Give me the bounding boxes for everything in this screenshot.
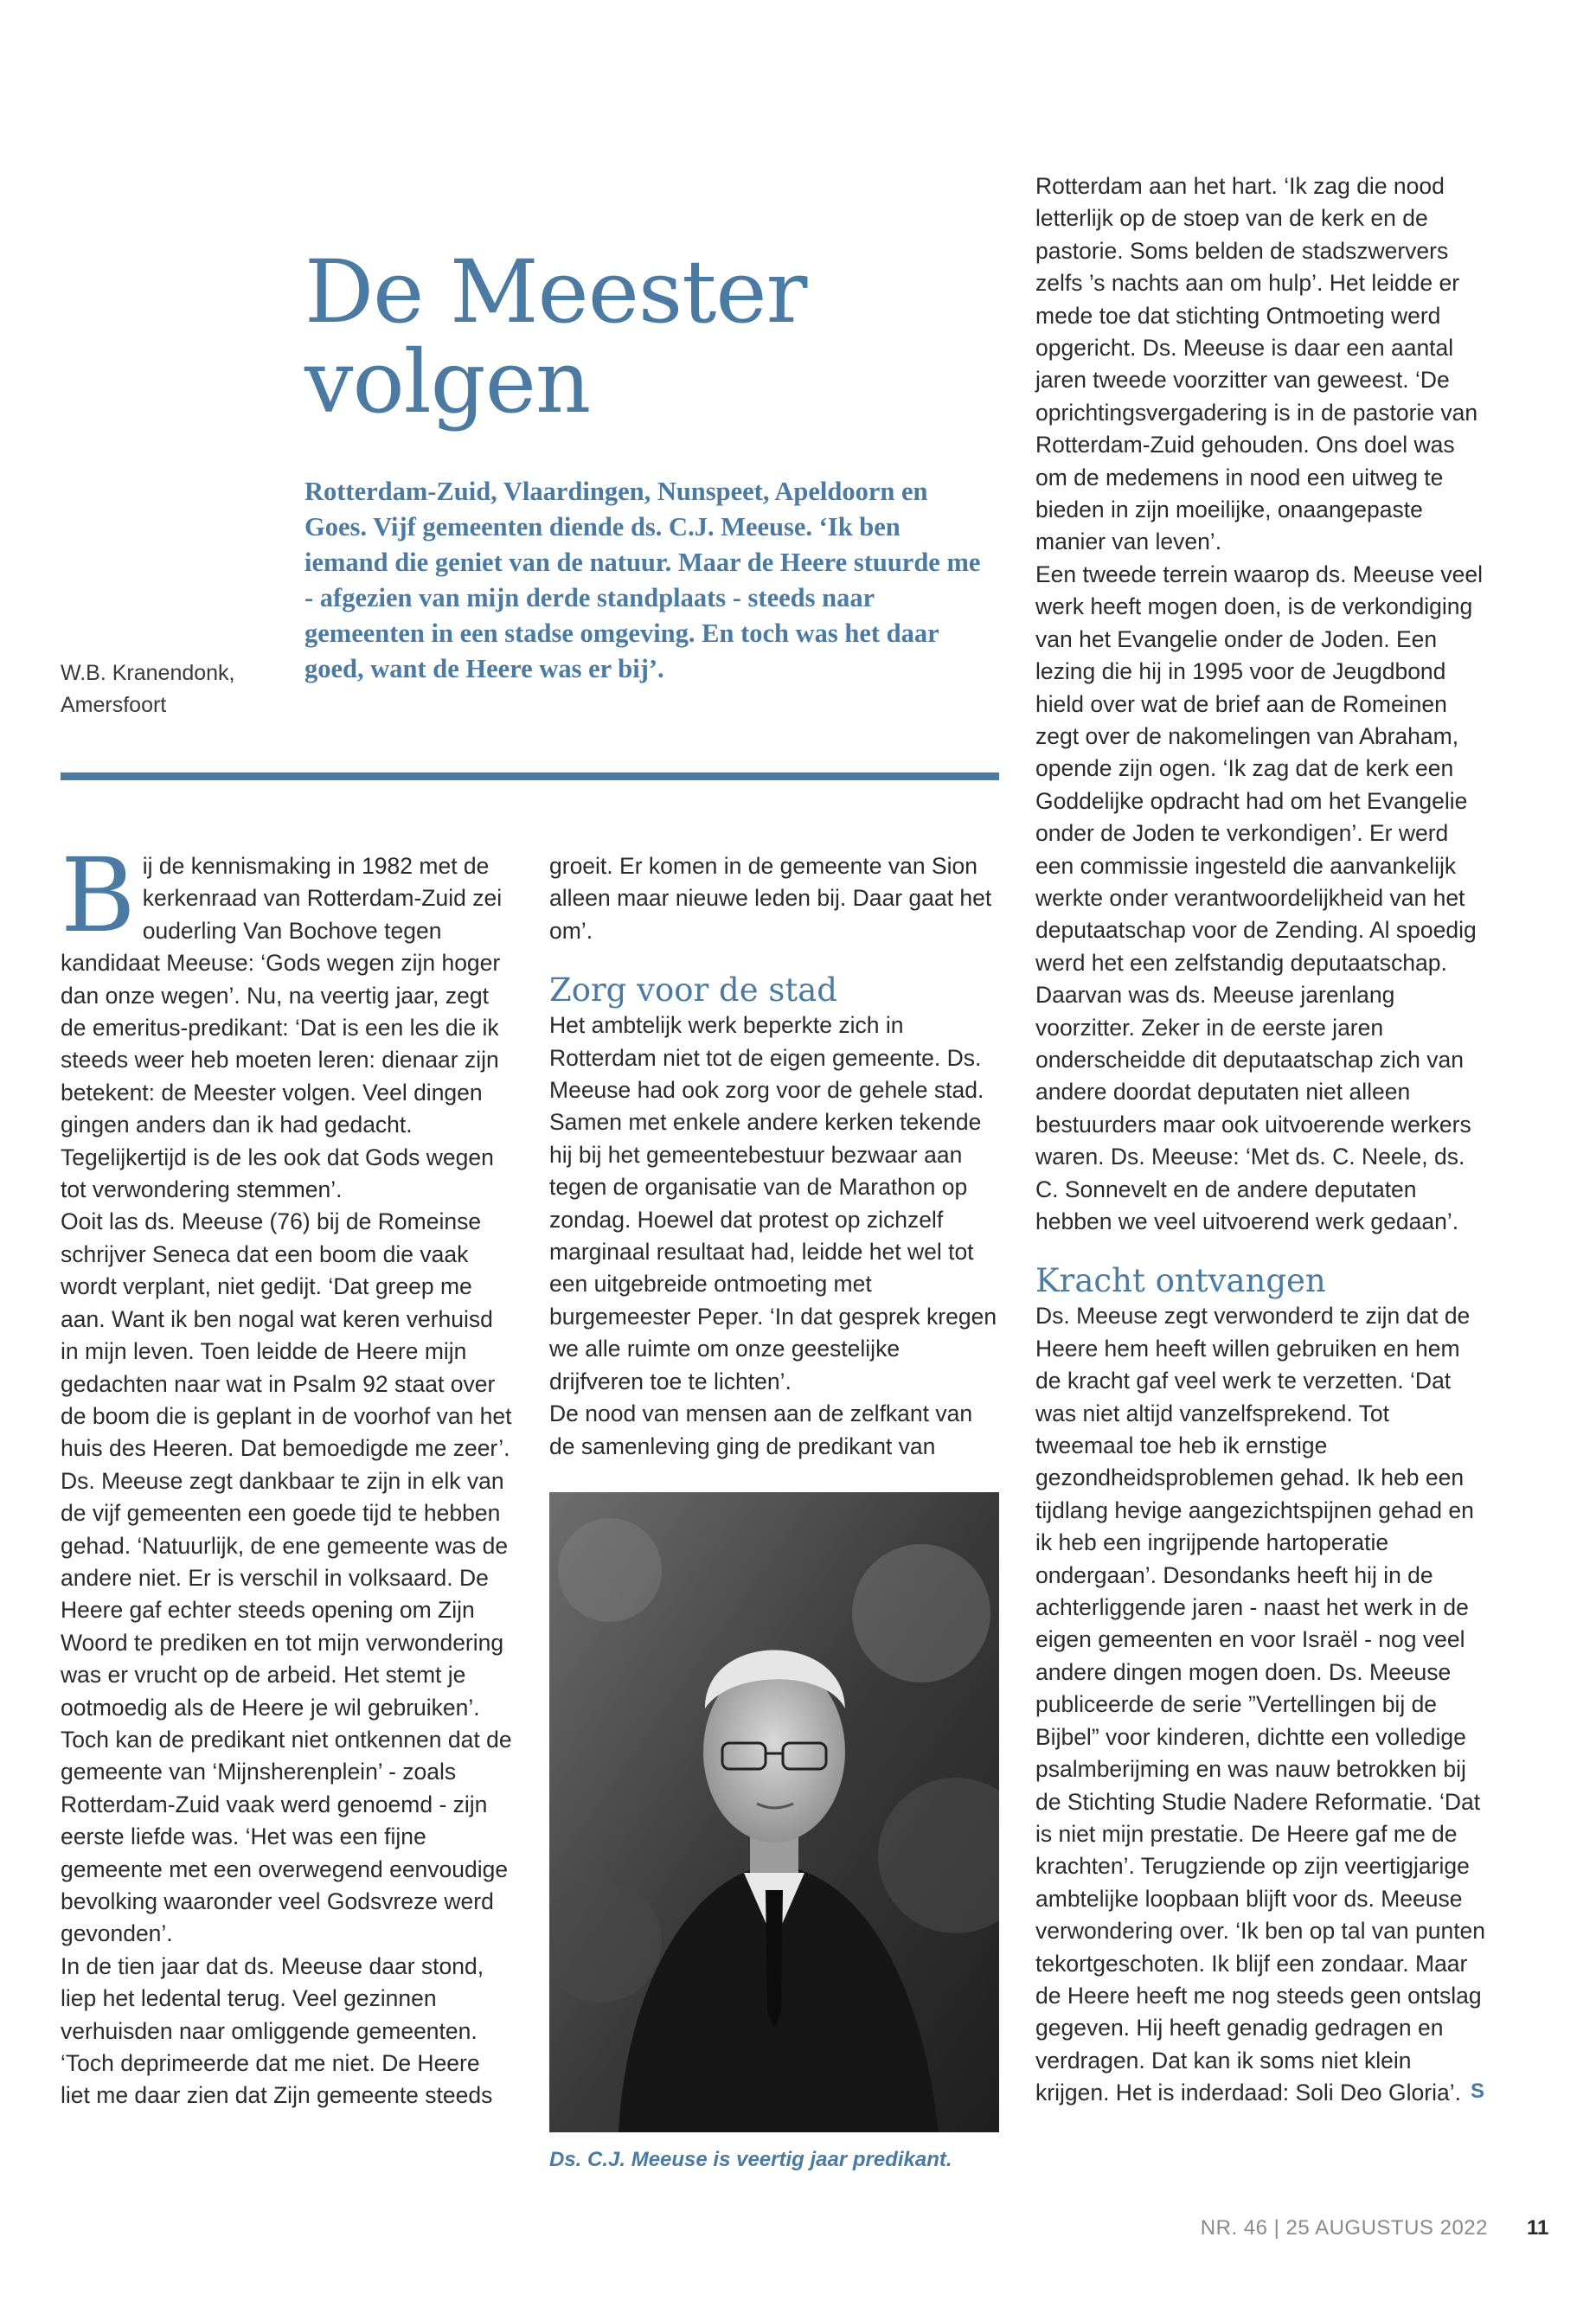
- article-title: [304, 241, 962, 433]
- paragraph: Rotterdam aan het hart. ‘Ik zag die nood letterlijk op de stoep van de kerk en de pastorie. Soms belden de stadszwervers zelfs ’s nachts aan om hulp’. Het leidde er mede toe dat stichting Ontmoeting werd opgericht. Ds. Meeuse is daar een aantal jaren tweede voorzitter van geweest. ‘De oprichtingsvergadering is in de pastorie van Rotterdam-Zuid gehouden. Ons doel was om de medemens in nood een uitweg te bieden in zijn moeilijke, onaangepaste manier van leven’.: [1035, 173, 1478, 555]
- footer-issue: NR. 46 | 25 AUGUSTUS 2022: [1200, 2216, 1488, 2240]
- column-1: [61, 836, 515, 2112]
- paragraph: Het ambtelijk werk beperkte zich in Rotterdam niet tot de eigen gemeente. Ds. Meeuse had ook zorg voor de gehele stad. Samen met enkele andere kerken tekende hij bij het gemeentebestuur bezwaar aan tegen de organisatie van de Marathon op zondag. Hoewel dat protest op zichzelf marginaal resultaat had, leidde het wel tot een uitgebreide ontmoeting met burgemeester Peper. ‘In dat gesprek kregen we alle ruimte om onze geestelijke drijfveren toe te lichten’.: [549, 1012, 997, 1394]
- paragraph-text: Ds. Meeuse zegt verwonderd te zijn dat de Heere hem heeft willen gebruiken en hem de kracht gaf veel werk te verzetten. ‘Dat was niet altijd vanzelfsprekend. Tot tweemaal toe heb ik ernstige gezondheidsproblemen gehad. Ik heb een tijdlang hevige aangezichtspijnen gehad en ik heb een ingrijpende hartoperatie ondergaan’. Desondanks heeft hij in de achterliggende jaren - naast het werk in de eigen gemeenten en voor Israël - nog veel andere dingen mogen doen. Ds. Meeuse publiceerde de serie ”Vertellingen bij de Bijbel” voor kinderen, dichtte een volledige psalmberijming en was nauw betrokken bij de Stichting Studie Nadere Reformatie. ‘Dat is niet mijn prestatie. De Heere gaf me de krachten’. Terugziende op zijn veertigjarige ambtelijke loopbaan blijft voor ds. Meeuse verwondering over. ‘Ik ben op tal van punten tekortgeschoten. Ik blijf een zondaar. Maar de Heere heeft me nog steeds geen ontslag gegeven. Hij heeft genadig gedragen en verdragen. Dat kan ik soms niet klein krijgen. Het is inderdaad: Soli Deo Gloria’.: [1035, 1303, 1486, 2106]
- portrait-illustration: [549, 1492, 999, 2132]
- column-2: [549, 850, 999, 1463]
- paragraph: Een tweede terrein waarop ds. Meeuse veel werk heeft mogen doen, is de verkondiging van het Evangelie onder de Joden. Een lezing die hij in 1995 voor de Jeugdbond hield over wat de brief aan de Romeinen zegt over de nakomelingen van Abraham, opende zijn ogen. ‘Ik zag dat de kerk een Goddelijke opdracht had om het Evangelie onder de Joden te verkondigen’. Er werd een commissie ingesteld die aanvankelijk werkte onder verantwoordelijkheid van het deputaatschap voor de Zending. Al spoedig werd het een zelfstandig deputaatschap. Daarvan was ds. Meeuse jarenlang voorzitter. Zeker in de eerste jaren onderscheidde dit deputaatschap zich van andere doordat deputaten niet alleen bestuurders maar ook uitvoerende werkers waren. Ds. Meeuse: ‘Met ds. C. Neele, ds. C. Sonnevelt en de andere deputaten hebben we veel uitvoerend werk gedaan’.: [1035, 561, 1484, 1234]
- paragraph-text: ij de kennismaking in 1982 met de kerkenraad van Rotterdam-Zuid zei ouderling Van Bochove tegen kandidaat Meeuse: ‘Gods wegen zijn hoger dan onze wegen’. Nu, na veertig jaar, zegt de emeritus-predikant: ‘Dat is een les die ik steeds weer heb moeten leren: dienaar zijn betekent: de Meester volgen. Veel dingen gingen anders dan ik had gedacht. Tegelijkertijd is de les ook dat Gods wegen tot verwondering stemmen’.: [61, 853, 503, 1203]
- title-line-1: De Meester: [304, 241, 807, 343]
- paragraph: In de tien jaar dat ds. Meeuse daar stond, liep het ledental terug. Veel gezinnen verhuisden naar omliggende gemeenten. ‘Toch deprimeerde dat me niet. De Heere liet me daar zien dat Zijn gemeente steeds: [61, 1952, 493, 2109]
- subheading-kracht: Kracht ontvangen: [1035, 1262, 1326, 1300]
- page-number: 11: [1527, 2216, 1549, 2240]
- title-line-2: volgen: [304, 331, 591, 433]
- paragraph: Ds. Meeuse zegt dankbaar te zijn in elk van de vijf gemeenten een goede tijd te hebben gehad. ‘Natuurlijk, de ene gemeente was de andere niet. Er is verschil in volksaard. De Heere gaf echter steeds opening om Zijn Woord te prediken en tot mijn verwondering was er vrucht op de arbeid. Het stemt je ootmoedig als de Heere je wil gebruiken’.: [61, 1467, 509, 1721]
- portrait-photo: [549, 1492, 999, 2132]
- header-divider: [61, 772, 999, 780]
- end-mark-icon: S: [1471, 2080, 1485, 2104]
- paragraph: [61, 836, 515, 1206]
- byline-name: W.B. Kranendonk,: [61, 661, 235, 685]
- byline: [61, 657, 285, 721]
- column-3: [1035, 170, 1490, 2110]
- paragraph: groeit. Er komen in de gemeente van Sion alleen maar nieuwe leden bij. Daar gaat het om’.: [549, 853, 992, 944]
- paragraph: Toch kan de predikant niet ontkennen dat de gemeente van ‘Mijnsherenplein’ - zoals Rotterdam-Zuid vaak werd genoemd - zijn eerste liefde was. ‘Het was een fijne gemeente met een overwegend eenvoudige bevolking waaronder veel Godsvreze werd gevonden’.: [61, 1726, 512, 1947]
- article-lead: Rotterdam-Zuid, Vlaardingen, Nunspeet, Apeldoorn en Goes. Vijf gemeenten diende ds. C.J. Meeuse. ‘Ik ben iemand die geniet van de natuur. Maar de Heere stuurde me - afgezien van mijn derde standplaats - steeds naar gemeenten in een stadse omgeving. En toch was het daar goed, want de Heere was er bij’.: [304, 477, 981, 683]
- paragraph: [1035, 1300, 1490, 2109]
- paragraph: De nood van mensen aan de zelfkant van de samenleving ging de predikant van: [549, 1400, 973, 1459]
- paragraph: Ooit las ds. Meeuse (76) bij de Romeinse schrijver Seneca dat een boom die vaak wordt verplant, niet gedijt. ‘Dat greep me aan. Want ik ben nogal wat keren verhuisd in mijn leven. Toen leidde de Heere mijn gedachten naar wat in Psalm 92 staat over de boom die is geplant in de voorhof van het huis des Heeren. Dat bemoedigde me zeer’.: [61, 1208, 512, 1462]
- drop-cap: B: [61, 836, 136, 955]
- subheading-zorg: Zorg voor de stad: [549, 971, 837, 1009]
- byline-place: Amersfoort: [61, 693, 167, 717]
- photo-caption: Ds. C.J. Meeuse is veertig jaar predikant.: [549, 2148, 952, 2171]
